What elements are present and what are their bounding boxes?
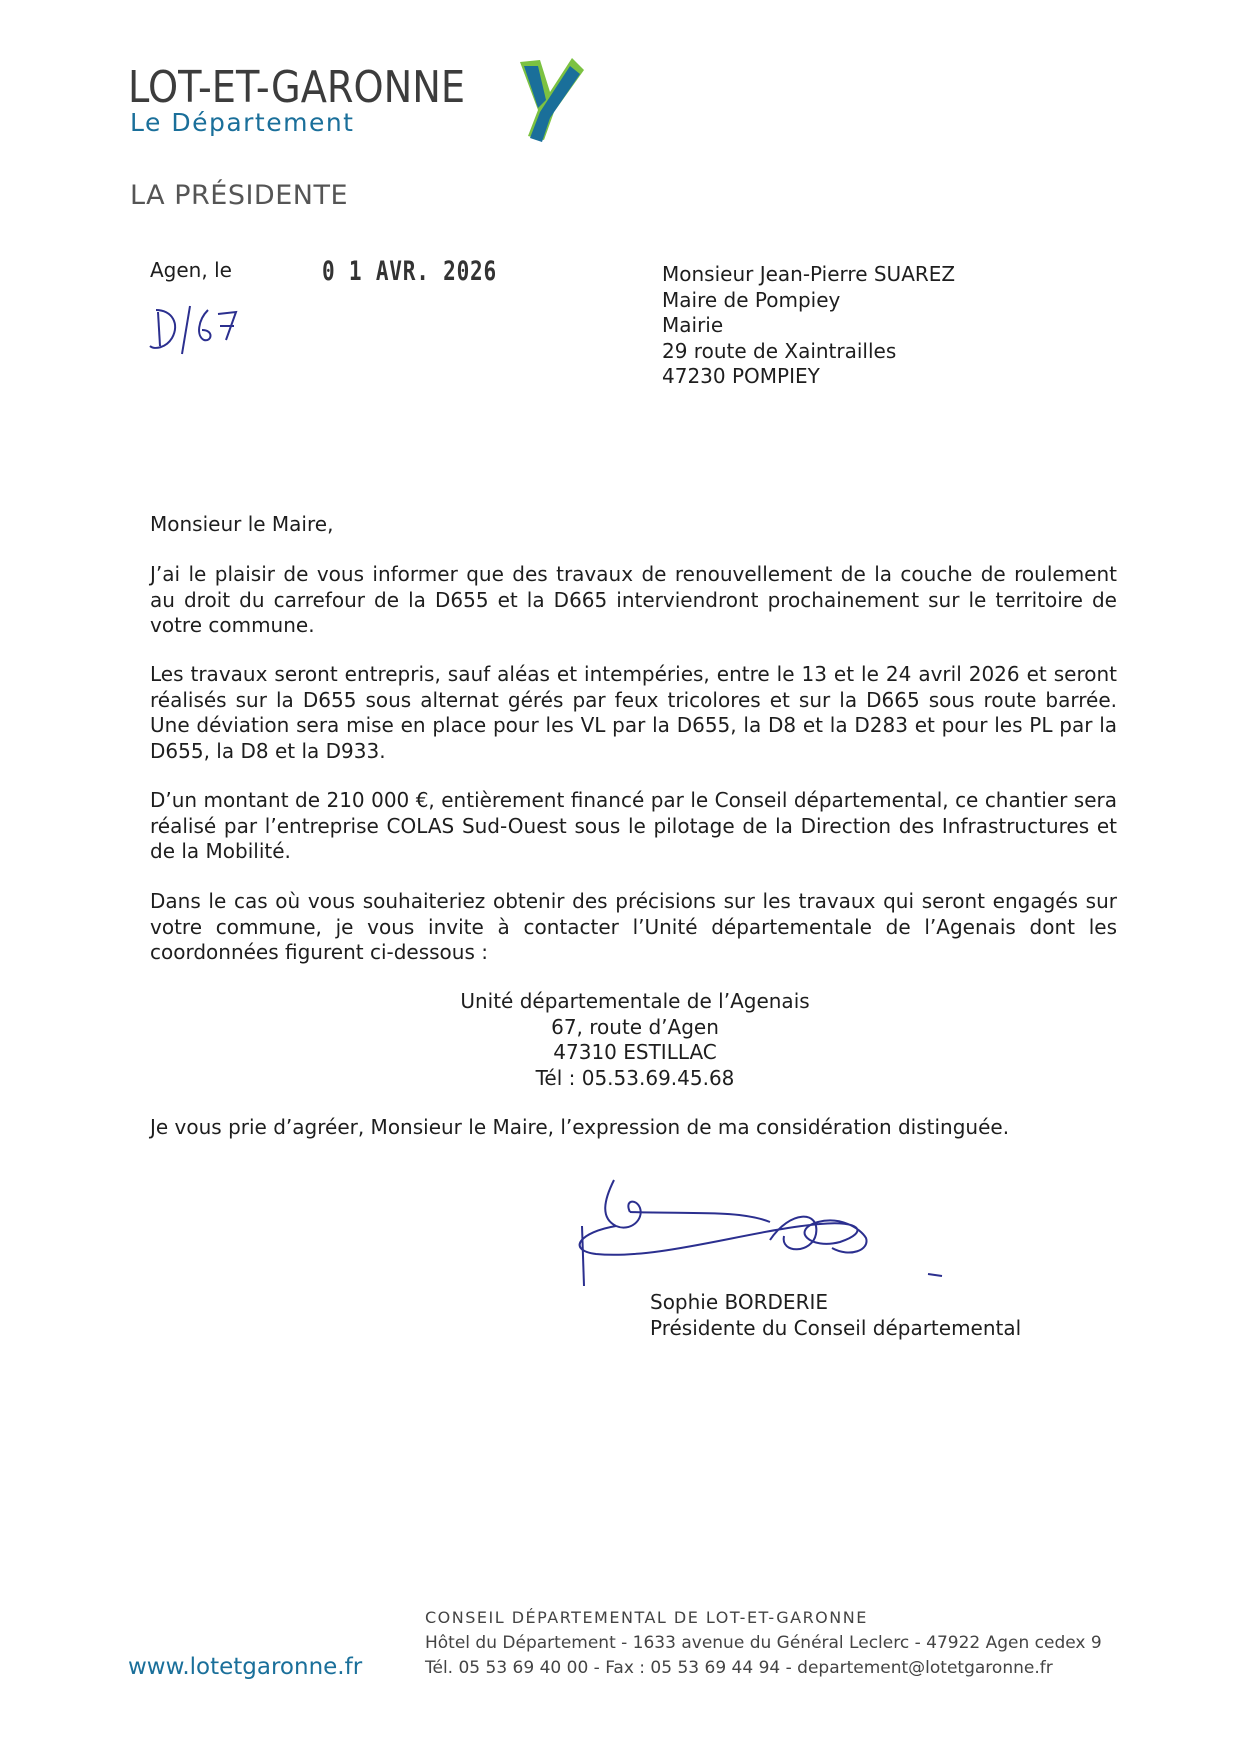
- recipient-line: Maire de Pompiey: [662, 287, 841, 312]
- body-paragraph-3: D’un montant de 210 000 €, entièrement financé par le Conseil départemental, ce chantier sera réalisé par l’entreprise COLAS Sud-Ouest sous le pilotage de la Direction des Infrastructures et de la Mobilité.: [150, 788, 1117, 863]
- org-subtitle: Le Département: [130, 108, 355, 137]
- contact-line: 67, route d’Agen: [551, 1014, 719, 1039]
- org-name: LOT-ET-GARONNE: [128, 62, 466, 113]
- footer-organisation: CONSEIL DÉPARTEMENTAL DE LOT-ET-GARONNE: [425, 1608, 868, 1627]
- recipient-line: 47230 POMPIEY: [662, 364, 820, 388]
- website-link[interactable]: www.lotetgaronne.fr: [128, 1654, 363, 1680]
- place-label: Agen, le: [150, 258, 232, 282]
- contact-line: Tél : 05.53.69.45.68: [535, 1065, 735, 1090]
- contact-block: [440, 989, 830, 1091]
- closing-formula: Je vous prie d’agréer, Monsieur le Maire, l’expression de ma considération distinguée.: [150, 1115, 1010, 1139]
- body-paragraph-1: J’ai le plaisir de vous informer que des travaux de renouvellement de la couche de roulement au droit du carrefour de la D655 et la D665 interviendront prochainement sur le territoire de votre commune.: [150, 562, 1117, 637]
- signatory-title: Présidente du Conseil départemental: [650, 1315, 1022, 1340]
- handwritten-reference: [146, 302, 246, 358]
- date-stamp: 0 1 AVR. 2026: [322, 256, 497, 287]
- signatory-block: [650, 1290, 1021, 1341]
- body-paragraph-4: Dans le cas où vous souhaiteriez obtenir des précisions sur les travaux qui seront engagés sur votre commune, je vous invite à contacter l’Unité départementale de l’Agenais dont les coordonnées figurent ci-dessous :: [150, 889, 1117, 964]
- handwritten-signature: [570, 1170, 960, 1290]
- footer-contact: Tél. 05 53 69 40 00 - Fax : 05 53 69 44 94 - departement@lotetgaronne.fr: [425, 1658, 1053, 1678]
- contact-line: Unité départementale de l’Agenais: [460, 989, 810, 1013]
- recipient-line: 29 route de Xaintrailles: [662, 338, 897, 363]
- body-paragraph-2: Les travaux seront entrepris, sauf aléas et intempéries, entre le 13 et le 24 avril 2026 et seront réalisés sur la D655 sous alternat gérés par feux tricolores et sur la D665 sous route barrée. Une déviation sera mise en place pour les VL par la D655, la D8 et la D283 et pour les PL par la D655, la D8 et la D933.: [150, 662, 1117, 763]
- salutation: Monsieur le Maire,: [150, 512, 334, 536]
- department-logo-icon: [510, 56, 590, 146]
- recipient-line: Monsieur Jean-Pierre SUAREZ: [662, 262, 956, 286]
- recipient-line: Mairie: [662, 313, 724, 337]
- recipient-address: [662, 262, 955, 390]
- footer-address: Hôtel du Département - 1633 avenue du Général Leclerc - 47922 Agen cedex 9: [425, 1633, 1102, 1653]
- sender-role: LA PRÉSIDENTE: [130, 180, 349, 211]
- contact-line: 47310 ESTILLAC: [553, 1040, 717, 1064]
- signatory-name: Sophie BORDERIE: [650, 1290, 828, 1314]
